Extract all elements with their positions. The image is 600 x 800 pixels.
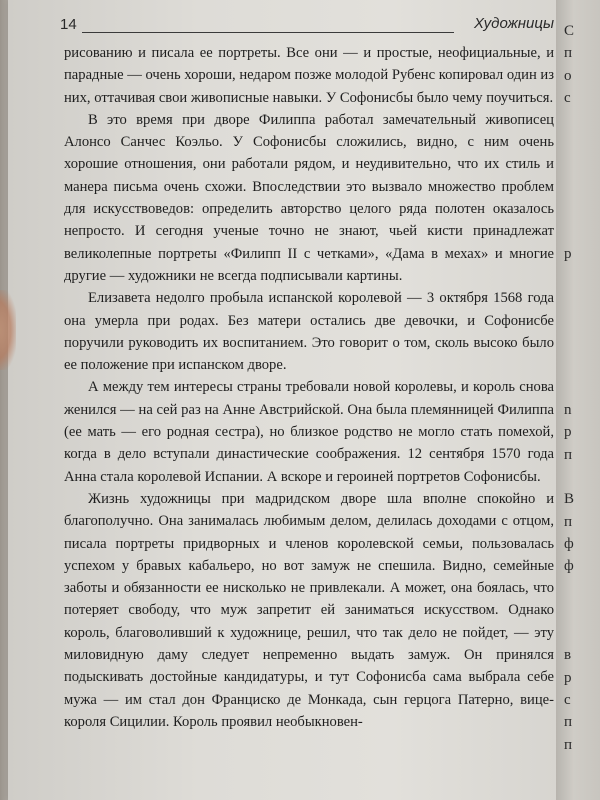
next-page-fragment: о [564, 67, 572, 84]
next-page-fragment: в [564, 647, 572, 664]
paragraph: рисованию и писала ее портреты. Все они — и простые, неофициальные, и парадные — очень хороши, недаром позже молодой Рубенс копировал один из них, оттачивая свои живописные навыки. У Софонисбы было чему поучиться. [64, 45, 554, 106]
next-page-fragment [564, 577, 600, 599]
paragraph: В это время при дворе Филиппа работал замечательный живописец Алонсо Санчес Коэльо. У Софонисбы сложились, видно, с ним очень хорошие отношения, они работали рядом, и неудивительно, что их стиль и манера письма очень схожи. Впоследствии это вызвало множество проблем для искусствоведов: определить авторство целого ряда полотен оказалось непросто. И сегодня ученые точно не знают, чьей кисти принадлежат великолепные портреты «Филипп II с четками», «Дама в мехах» и многие другие — художники не всегда подписывали картины. [64, 111, 554, 284]
next-page-fragment: ф [564, 535, 574, 552]
page-number: 14 [60, 16, 77, 33]
next-page-fragment: п [564, 45, 573, 62]
next-page-fragment [564, 265, 600, 287]
next-page-fragment: с [564, 89, 571, 106]
next-page-fragment [564, 600, 600, 622]
paragraph: А между тем интересы страны требовали новой королевы, и король снова женился — на сей раз на Анне Австрийской. Она была племянницей Филиппа (ее мать — его родная сестра), но близкое родство не могло стать помехой, когда в дело вступали династические соображения. 12 сентября 1570 года Анна стала королевой Испании. А вскоре и героиней портретов Софонисбы. [64, 379, 554, 485]
next-page-fragment: В [564, 491, 575, 508]
book-page [8, 0, 556, 800]
next-page-fragment: с [564, 691, 571, 708]
next-page-fragments [564, 20, 600, 800]
next-page-fragment [564, 622, 600, 644]
next-page-fragment [564, 310, 600, 332]
next-page-fragment [564, 377, 600, 399]
next-page-fragment [564, 176, 600, 198]
next-page-fragment [564, 131, 600, 153]
paragraph: Жизнь художницы при мадридском дворе шла вполне спокойно и благополучно. Она занималась любимым делом, делилась доходами с отцом, писала портреты придворных и членов королевской семьи, пользовалась успехом у бравых кабальеро, но вот замуж не спешила. Видно, семейные заботы и обязанности ее нисколько не привлекали. А может, она боялась, что потеряет свободу, что муж запретит ей заниматься искусством. Однако король, благоволивший к художнице, решил, что так дело не пойдет, — эту миловидную даму следует непременно выдать замуж. Он принялся подыскивать достойные кандидатуры, и тут Софонисба сама выбрала себе мужа — им стал дон Франциско де Монкада, сын герцога Патерно, вице-короля Сицилии. Король проявил необыкновен- [64, 490, 554, 730]
paragraph: Елизавета недолго пробыла испанской королевой — 3 октября 1568 года она умерла при родах. Без матери остались две девочки, и Софонисбе поручили руководить их воспитанием. Это говорит о том, сколь высоко было ее положение при испанском дворе. [64, 290, 554, 374]
next-page-fragment [564, 154, 600, 176]
next-page-fragment [564, 109, 600, 131]
next-page-fragment: п [564, 736, 573, 753]
page-header [60, 12, 556, 38]
next-page-fragment: р [564, 424, 572, 441]
next-page-fragment: п [564, 446, 573, 463]
next-page-fragment [564, 778, 600, 800]
next-page-fragment: р [564, 669, 572, 686]
next-page-fragment: п [564, 513, 573, 530]
next-page-fragment: C [564, 23, 575, 39]
next-page-fragment [564, 332, 600, 354]
next-page-fragment [564, 198, 600, 220]
next-page-fragment: n [564, 402, 572, 419]
next-page-fragment [564, 221, 600, 243]
next-page-fragment [564, 288, 600, 310]
next-page-fragment [564, 354, 600, 376]
next-page-fragment [564, 756, 600, 778]
body-text [64, 42, 554, 733]
next-page-fragment [564, 466, 600, 488]
finger-shadow [0, 290, 16, 370]
header-rule [82, 32, 454, 33]
next-page-fragment: п [564, 714, 573, 731]
running-title: Художницы [473, 15, 554, 32]
next-page-edge [556, 0, 600, 800]
next-page-fragment: ф [564, 558, 574, 575]
next-page-fragment: р [564, 245, 572, 262]
